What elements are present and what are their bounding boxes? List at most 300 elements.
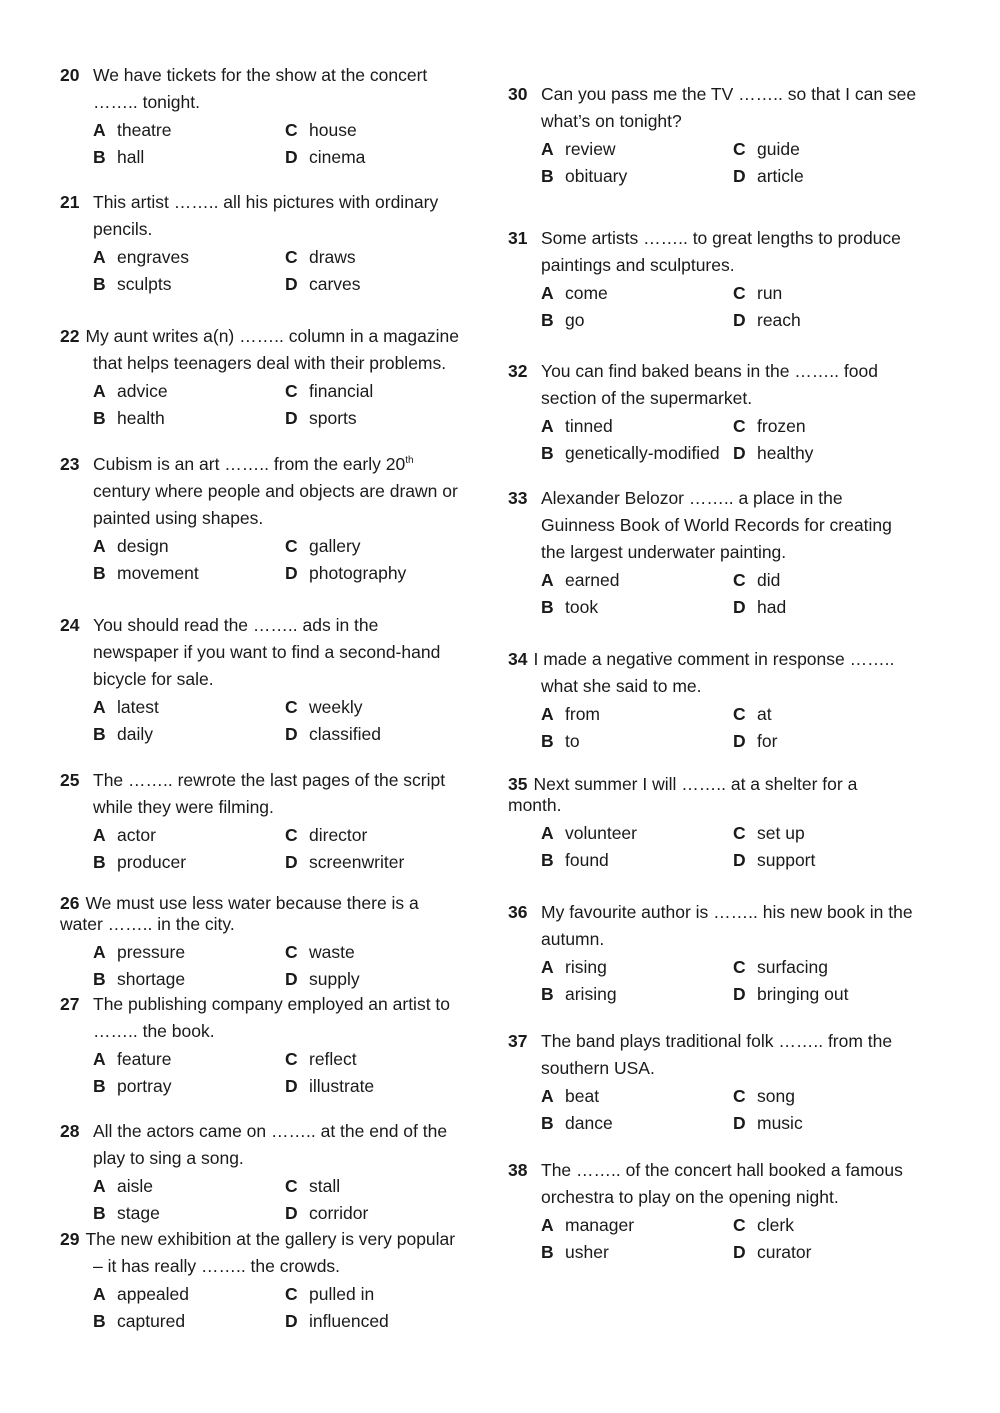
question-text-continued: painted using shapes. xyxy=(93,508,264,528)
question-text: My aunt writes a(n) …….. column in a magazine xyxy=(85,326,459,346)
option-letter: A xyxy=(541,1086,554,1106)
option-text: reach xyxy=(757,310,801,330)
option-text: genetically-modified xyxy=(565,443,720,463)
option-letter: D xyxy=(733,984,746,1004)
option-29-b xyxy=(93,1308,185,1335)
question-31 xyxy=(508,225,948,279)
option-text: stage xyxy=(117,1203,160,1223)
option-text: review xyxy=(565,139,616,159)
option-letter: A xyxy=(541,823,554,843)
question-27 xyxy=(60,991,500,1045)
option-text: director xyxy=(309,825,368,845)
question-text: The …….. of the concert hall booked a famous xyxy=(541,1160,903,1180)
option-31-a xyxy=(541,280,608,307)
question-text-continued: – it has really …….. the crowds. xyxy=(93,1256,341,1276)
option-34-c xyxy=(733,701,772,728)
question-number: 24 xyxy=(60,615,80,635)
option-letter: B xyxy=(541,731,554,751)
option-letter: D xyxy=(285,969,298,989)
question-number: 38 xyxy=(508,1160,528,1180)
option-letter: C xyxy=(285,697,298,717)
option-letter: B xyxy=(93,1203,106,1223)
option-text: supply xyxy=(309,969,360,989)
option-21-d xyxy=(285,271,361,298)
question-21 xyxy=(60,189,500,243)
question-text-continued: section of the supermarket. xyxy=(541,388,753,408)
question-number: 36 xyxy=(508,902,528,922)
option-text: beat xyxy=(565,1086,600,1106)
option-text: frozen xyxy=(757,416,806,436)
option-text: draws xyxy=(309,247,356,267)
option-letter: C xyxy=(285,120,298,140)
question-text: Can you pass me the TV …….. so that I can see xyxy=(541,84,917,104)
option-text: pressure xyxy=(117,942,186,962)
option-text: bringing out xyxy=(757,984,849,1004)
question-number: 30 xyxy=(508,84,528,104)
option-text: cinema xyxy=(309,147,366,167)
question-text-continued: month. xyxy=(508,795,562,815)
option-38-d xyxy=(733,1239,811,1266)
question-text: I made a negative comment in response …….. xyxy=(533,649,895,669)
option-28-b xyxy=(93,1200,160,1227)
question-text-continued: water …….. in the city. xyxy=(60,914,235,934)
question-text-continued: …….. tonight. xyxy=(93,92,200,112)
option-32-c xyxy=(733,413,806,440)
question-32 xyxy=(508,358,948,412)
question-text: You should read the …….. ads in the xyxy=(93,615,379,635)
option-letter: D xyxy=(285,1076,298,1096)
question-30 xyxy=(508,81,948,135)
option-letter: C xyxy=(285,381,298,401)
option-34-d xyxy=(733,728,777,755)
option-letter: C xyxy=(285,1049,298,1069)
option-35-b xyxy=(541,847,609,874)
option-letter: D xyxy=(285,274,298,294)
option-letter: A xyxy=(541,283,554,303)
option-33-b xyxy=(541,594,598,621)
option-36-a xyxy=(541,954,607,981)
option-20-b xyxy=(93,144,144,171)
question-23 xyxy=(60,451,500,532)
option-letter: A xyxy=(541,1215,554,1235)
option-32-a xyxy=(541,413,613,440)
option-38-c xyxy=(733,1212,794,1239)
question-number: 37 xyxy=(508,1031,528,1051)
option-text: hall xyxy=(117,147,145,167)
option-letter: A xyxy=(93,1176,106,1196)
option-22-d xyxy=(285,405,357,432)
option-20-d xyxy=(285,144,365,171)
option-33-c xyxy=(733,567,780,594)
option-text: weekly xyxy=(309,697,363,717)
option-29-c xyxy=(285,1281,374,1308)
option-32-b xyxy=(541,440,720,467)
option-33-a xyxy=(541,567,620,594)
option-27-d xyxy=(285,1073,374,1100)
option-letter: D xyxy=(733,1113,746,1133)
question-number: 25 xyxy=(60,770,80,790)
question-text: Some artists …….. to great lengths to produce xyxy=(541,228,901,248)
option-letter: D xyxy=(733,731,746,751)
question-text-continued: what she said to me. xyxy=(541,676,702,696)
option-letter: A xyxy=(93,697,106,717)
option-23-c xyxy=(285,533,361,560)
option-letter: A xyxy=(93,536,106,556)
question-number: 34 xyxy=(508,649,528,669)
option-letter: A xyxy=(93,120,106,140)
option-letter: C xyxy=(733,704,746,724)
question-number: 28 xyxy=(60,1121,80,1141)
option-text: at xyxy=(757,704,772,724)
option-text: obituary xyxy=(565,166,628,186)
option-text: song xyxy=(757,1086,795,1106)
question-text: All the actors came on …….. at the end of the xyxy=(93,1121,448,1141)
option-23-a xyxy=(93,533,169,560)
option-37-b xyxy=(541,1110,613,1137)
question-text: My favourite author is …….. his new book in the xyxy=(541,902,913,922)
option-34-a xyxy=(541,701,600,728)
option-35-d xyxy=(733,847,815,874)
option-letter: B xyxy=(541,310,554,330)
question-text: This artist …….. all his pictures with ordinary xyxy=(93,192,439,212)
option-letter: D xyxy=(285,1311,298,1331)
option-letter: B xyxy=(541,1113,554,1133)
option-24-b xyxy=(93,721,153,748)
option-20-c xyxy=(285,117,357,144)
option-text: tinned xyxy=(565,416,613,436)
option-31-d xyxy=(733,307,801,334)
question-text-continued: play to sing a song. xyxy=(93,1148,244,1168)
question-text-continued: pencils. xyxy=(93,219,153,239)
option-text: had xyxy=(757,597,787,617)
option-31-c xyxy=(733,280,782,307)
option-text: influenced xyxy=(309,1311,389,1331)
question-36 xyxy=(508,899,948,953)
option-text: design xyxy=(117,536,169,556)
option-text: screenwriter xyxy=(309,852,405,872)
option-text: from xyxy=(565,704,600,724)
option-text: volunteer xyxy=(565,823,637,843)
question-number: 23 xyxy=(60,454,80,474)
question-35 xyxy=(508,771,948,819)
option-25-d xyxy=(285,849,404,876)
option-letter: B xyxy=(93,147,106,167)
option-text: health xyxy=(117,408,165,428)
option-24-c xyxy=(285,694,363,721)
option-letter: A xyxy=(93,825,106,845)
option-text: captured xyxy=(117,1311,186,1331)
option-text: appealed xyxy=(117,1284,190,1304)
option-letter: C xyxy=(285,942,298,962)
option-letter: A xyxy=(93,381,106,401)
option-text: gallery xyxy=(309,536,361,556)
option-text: photography xyxy=(309,563,407,583)
option-28-c xyxy=(285,1173,340,1200)
option-letter: D xyxy=(733,597,746,617)
option-letter: B xyxy=(541,850,554,870)
option-letter: C xyxy=(733,957,746,977)
option-22-b xyxy=(93,405,165,432)
question-37 xyxy=(508,1028,948,1082)
option-text: feature xyxy=(117,1049,172,1069)
option-letter: B xyxy=(541,984,554,1004)
option-letter: A xyxy=(541,416,554,436)
option-letter: D xyxy=(733,166,746,186)
question-text-continued: what’s on tonight? xyxy=(541,111,682,131)
option-27-b xyxy=(93,1073,171,1100)
option-22-a xyxy=(93,378,168,405)
option-38-b xyxy=(541,1239,609,1266)
option-21-c xyxy=(285,244,356,271)
option-text: advice xyxy=(117,381,168,401)
option-letter: C xyxy=(733,1086,746,1106)
option-24-d xyxy=(285,721,381,748)
question-text-continued: …….. the book. xyxy=(93,1021,215,1041)
option-text: healthy xyxy=(757,443,814,463)
option-letter: B xyxy=(93,852,106,872)
option-text: run xyxy=(757,283,783,303)
option-29-d xyxy=(285,1308,389,1335)
option-25-c xyxy=(285,822,367,849)
option-21-a xyxy=(93,244,189,271)
question-number: 29 xyxy=(60,1229,80,1249)
question-text-continued: Guinness Book of World Records for creating xyxy=(541,515,892,535)
option-text: shortage xyxy=(117,969,186,989)
option-text: did xyxy=(757,570,781,590)
question-text-continued: newspaper if you want to find a second-hand xyxy=(93,642,441,662)
option-text: actor xyxy=(117,825,156,845)
question-text-continued: bicycle for sale. xyxy=(93,669,214,689)
option-letter: B xyxy=(541,597,554,617)
question-20 xyxy=(60,62,500,116)
option-34-b xyxy=(541,728,580,755)
question-text-continued: orchestra to play on the opening night. xyxy=(541,1187,839,1207)
option-text: stall xyxy=(309,1176,341,1196)
option-letter: C xyxy=(733,416,746,436)
option-letter: A xyxy=(541,570,554,590)
option-27-c xyxy=(285,1046,357,1073)
option-letter: A xyxy=(93,247,106,267)
option-text: waste xyxy=(309,942,355,962)
option-30-b xyxy=(541,163,627,190)
option-22-c xyxy=(285,378,373,405)
option-26-a xyxy=(93,939,185,966)
superscript: th xyxy=(405,455,414,467)
option-letter: D xyxy=(285,408,298,428)
option-text: house xyxy=(309,120,357,140)
option-text: manager xyxy=(565,1215,635,1235)
option-letter: D xyxy=(733,1242,746,1262)
question-text: We must use less water because there is a xyxy=(85,893,419,913)
option-38-a xyxy=(541,1212,634,1239)
option-letter: A xyxy=(541,139,554,159)
option-36-b xyxy=(541,981,617,1008)
option-text: found xyxy=(565,850,609,870)
option-text: curator xyxy=(757,1242,812,1262)
question-text: The publishing company employed an artist to xyxy=(93,994,451,1014)
option-33-d xyxy=(733,594,786,621)
option-letter: B xyxy=(93,563,106,583)
option-letter: D xyxy=(285,147,298,167)
option-letter: B xyxy=(541,443,554,463)
option-text: to xyxy=(565,731,580,751)
option-text: sports xyxy=(309,408,357,428)
question-text-continued: autumn. xyxy=(541,929,605,949)
option-letter: B xyxy=(93,969,106,989)
option-text: rising xyxy=(565,957,607,977)
option-35-c xyxy=(733,820,805,847)
question-text: Cubism is an art …….. from the early 20 xyxy=(93,454,406,474)
option-letter: A xyxy=(541,957,554,977)
option-text: guide xyxy=(757,139,800,159)
option-30-a xyxy=(541,136,616,163)
option-letter: B xyxy=(541,1242,554,1262)
option-36-c xyxy=(733,954,828,981)
option-text: clerk xyxy=(757,1215,794,1235)
question-number: 20 xyxy=(60,65,80,85)
question-25 xyxy=(60,767,500,821)
option-27-a xyxy=(93,1046,171,1073)
option-25-a xyxy=(93,822,156,849)
option-text: financial xyxy=(309,381,374,401)
option-28-a xyxy=(93,1173,153,1200)
question-text: Alexander Belozor …….. a place in the xyxy=(541,488,843,508)
option-36-d xyxy=(733,981,848,1008)
option-37-c xyxy=(733,1083,795,1110)
option-letter: C xyxy=(733,823,746,843)
option-text: go xyxy=(565,310,585,330)
question-number: 27 xyxy=(60,994,80,1014)
option-23-d xyxy=(285,560,406,587)
option-letter: C xyxy=(285,825,298,845)
question-22 xyxy=(60,323,500,377)
question-text-continued: southern USA. xyxy=(541,1058,655,1078)
option-30-d xyxy=(733,163,804,190)
option-26-b xyxy=(93,966,185,993)
option-text: theatre xyxy=(117,120,172,140)
question-number: 26 xyxy=(60,893,80,913)
question-text: The band plays traditional folk …….. from the xyxy=(541,1031,893,1051)
question-34 xyxy=(508,646,948,700)
option-text: pulled in xyxy=(309,1284,375,1304)
option-letter: B xyxy=(93,274,106,294)
option-37-a xyxy=(541,1083,599,1110)
question-28 xyxy=(60,1118,500,1172)
option-letter: C xyxy=(285,1284,298,1304)
question-text-continued: the largest underwater painting. xyxy=(541,542,787,562)
option-text: portray xyxy=(117,1076,172,1096)
option-37-d xyxy=(733,1110,803,1137)
question-text-continued: that helps teenagers deal with their problems. xyxy=(93,353,447,373)
option-30-c xyxy=(733,136,800,163)
option-text: carves xyxy=(309,274,361,294)
option-letter: A xyxy=(93,1049,106,1069)
option-letter: C xyxy=(285,536,298,556)
option-20-a xyxy=(93,117,171,144)
option-28-d xyxy=(285,1200,368,1227)
option-text: arising xyxy=(565,984,617,1004)
option-letter: C xyxy=(285,247,298,267)
option-24-a xyxy=(93,694,159,721)
option-text: corridor xyxy=(309,1203,369,1223)
question-text: The new exhibition at the gallery is very popular xyxy=(85,1229,456,1249)
question-text-continued: century where people and objects are drawn or xyxy=(93,481,458,501)
option-text: earned xyxy=(565,570,620,590)
question-text: You can find baked beans in the …….. food xyxy=(541,361,878,381)
option-31-b xyxy=(541,307,584,334)
option-text: come xyxy=(565,283,608,303)
option-letter: B xyxy=(541,166,554,186)
option-letter: B xyxy=(93,1311,106,1331)
option-letter: D xyxy=(285,724,298,744)
option-text: engraves xyxy=(117,247,189,267)
question-text-continued: while they were filming. xyxy=(93,797,274,817)
option-letter: D xyxy=(285,563,298,583)
option-23-b xyxy=(93,560,199,587)
option-text: set up xyxy=(757,823,805,843)
option-text: support xyxy=(757,850,816,870)
option-letter: B xyxy=(93,724,106,744)
option-letter: C xyxy=(285,1176,298,1196)
option-text: for xyxy=(757,731,778,751)
option-text: dance xyxy=(565,1113,613,1133)
option-text: classified xyxy=(309,724,381,744)
option-text: surfacing xyxy=(757,957,829,977)
option-letter: D xyxy=(733,443,746,463)
option-text: producer xyxy=(117,852,187,872)
option-letter: C xyxy=(733,283,746,303)
question-number: 21 xyxy=(60,192,80,212)
question-24 xyxy=(60,612,500,693)
question-number: 32 xyxy=(508,361,528,381)
option-letter: B xyxy=(93,408,106,428)
option-text: usher xyxy=(565,1242,609,1262)
option-32-d xyxy=(733,440,813,467)
option-text: aisle xyxy=(117,1176,153,1196)
option-letter: A xyxy=(541,704,554,724)
question-29 xyxy=(60,1226,500,1280)
option-letter: C xyxy=(733,570,746,590)
question-number: 35 xyxy=(508,774,528,794)
option-text: reflect xyxy=(309,1049,357,1069)
option-letter: A xyxy=(93,1284,106,1304)
option-29-a xyxy=(93,1281,189,1308)
option-letter: B xyxy=(93,1076,106,1096)
option-letter: D xyxy=(733,850,746,870)
option-25-b xyxy=(93,849,186,876)
question-number: 22 xyxy=(60,326,80,346)
option-21-b xyxy=(93,271,171,298)
option-text: illustrate xyxy=(309,1076,375,1096)
option-text: latest xyxy=(117,697,159,717)
question-number: 31 xyxy=(508,228,528,248)
option-26-c xyxy=(285,939,355,966)
option-35-a xyxy=(541,820,637,847)
question-33 xyxy=(508,485,948,566)
option-text: took xyxy=(565,597,599,617)
option-text: daily xyxy=(117,724,153,744)
option-text: sculpts xyxy=(117,274,172,294)
option-letter: D xyxy=(285,1203,298,1223)
option-letter: C xyxy=(733,139,746,159)
question-38 xyxy=(508,1157,948,1211)
question-number: 33 xyxy=(508,488,528,508)
option-letter: C xyxy=(733,1215,746,1235)
question-text: Next summer I will …….. at a shelter for a xyxy=(533,774,858,794)
question-text-continued: paintings and sculptures. xyxy=(541,255,735,275)
option-text: movement xyxy=(117,563,199,583)
option-letter: A xyxy=(93,942,106,962)
